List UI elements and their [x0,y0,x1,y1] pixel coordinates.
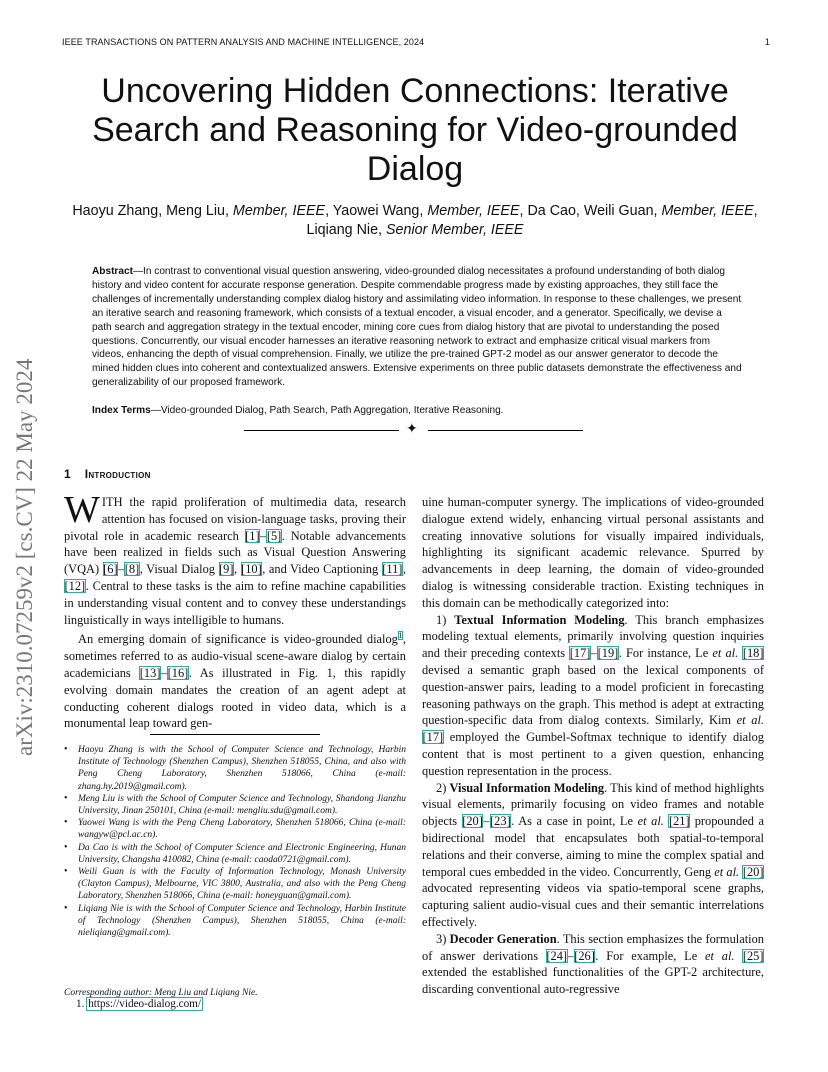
footnote-rule [150,734,320,735]
affiliation-item: • Da Cao is with the School of Computer Science and Electronic Engineering, Hunan University, Changsha 410082, China (e-mail: caoda0721@gmail.com). [78,842,406,866]
left-column [64,489,407,732]
intro-paragraph-1 [64,489,407,628]
citation-link[interactable]: [5] [266,528,282,543]
intro-paragraph-2 [64,628,406,732]
citation-link[interactable]: [26] [574,948,595,963]
citation-link[interactable]: [21] [668,814,690,829]
citation-link[interactable]: [19] [597,646,619,661]
citation-link[interactable]: [23] [490,814,511,829]
author-text: , Liqiang Nie, [306,203,758,238]
text: – [260,528,267,543]
affiliation-item: • Meng Liu is with the School of Computer Science and Technology, Shandong Jianzhu University, Jinan 250101, China (e-mail: mengliu.sdu@gmail.com). [78,793,406,817]
abstract-text: —In contrast to conventional visual question answering, video-grounded dialog necessitates a profound understanding of both dialog history and video content for accurate response generation. Despite commendable progress made by existing approaches, they still face the challenges of incrementally understanding complex dialog history and assimilating video information. In response to these challenges, we present an iterative search and reasoning framework, which consists of a textual encoder, a visual encoder, and a generator. Specifically, we devise a path search and aggregation strategy in the textual encoder, mining core cues from dialog history that are pivotal to understanding the posed questions. Concurrently, our visual encoder harnesses an iterative reasoning network to extract and emphasize critical visual markers from videos, enhancing the depth of visual comprehension. Finally, we utilize the pre-trained GPT-2 model as our answer generator to decode the mined hidden clues into coherent and contextualized answers. Extensive experiments on three public datasets demonstrate the effectiveness and generalizability of our proposed framework. [92,266,742,389]
item-number: 1) [436,612,455,627]
page-number: 1 [764,37,770,47]
intro-paragraph-3: uine human-computer synergy. The implications of video-grounded dialogue extend widely, enhancing virtual personal assistants and creating innovative solutions for visually impaired individuals, highlighting its significant academic relevance. Spurred by advancements in deep learning, the domain of video-grounded dialog is witnessing considerable traction. Existing techniques in this domain can be methodically categorized into: [422,495,764,610]
text: , [402,562,407,577]
text: . Notable advancements have been realized in fields such as Visual Question Answering (VQA) [64,528,406,577]
citation-link[interactable]: [9] [219,562,234,577]
arxiv-stamp: arXiv:2310.07259v2 [cs.CV] 22 May 2024 [12,358,37,756]
member-grade: Senior Member, IEEE [386,222,524,238]
paper-title: Uncovering Hidden Connections: Iterative Search and Reasoning for Video-grounded Dialog [92,72,738,188]
right-column [422,494,764,998]
video-dialog-link[interactable]: https://video-dialog.com/ [88,998,201,1010]
text: . This kind of method highlights visual elements, primarily focusing on video frames and notable objects [422,780,765,829]
affiliation-item: • Liqiang Nie is with the School of Computer Science and Technology, Harbin Institute of Technology (Shenzhen Campus), Shenzhen 518055, China (e-mail: nieliqiang@gmail.com). [78,903,406,940]
text: , Visual Dialog [139,562,219,577]
footnote-link[interactable]: 1 [398,631,403,641]
et-al: et al. [637,814,664,829]
text: , and Video Captioning [262,562,382,577]
text: . For example, Le [595,948,706,963]
text: extended the established functionalities of the GPT-2 architecture, discarding conventional auto-regressive [422,965,764,997]
text: , sometimes referred to as audio-visual scene-aware dialog by certain academicians [64,632,406,681]
item-number: 2) [436,780,450,795]
item-heading: Decoder Generation [449,931,557,946]
footnote-number: 1. [76,998,85,1010]
item-heading: Textual Information Modeling [454,612,625,627]
citation-link[interactable]: [13] [139,666,161,681]
index-terms [92,405,743,416]
affiliation-item: • Haoyu Zhang is with the School of Computer Science and Technology, Harbin Institute of Technology (Shenzhen Campus), Shenzhen 518055, China, and also with Peng Cheng Laboratory, Shenzhen 518066, China (e-mail: zhang.hy.2019@gmail.com). [78,744,406,793]
citation-link[interactable]: [20] [742,864,764,879]
et-al: et al. [712,646,739,661]
citation-link[interactable]: [11] [382,562,403,577]
text: devised a semantic graph based on the lexical components of question-answer pairs, leading to a model proficient in forecasting reasoning pathways on the graph. This method is adept at extracting question-specific data from dialog contexts. Similarly, Kim [422,662,764,728]
section-title: Introduction [84,467,151,481]
text: . For instance, Le [618,646,713,661]
citation-link[interactable]: [12] [64,578,86,593]
category-item-3 [422,931,764,998]
item-number: 3) [436,931,450,946]
section-number: 1 [64,467,71,481]
section-divider [244,424,584,436]
citation-link[interactable]: [1] [245,528,260,543]
author-list [70,202,760,240]
text: employed the Gumbel-Softmax technique to identify dialog content that is most pertinent to a given question, enhancing question representation in the process. [422,730,764,778]
section-heading [64,467,151,481]
citation-link[interactable]: [17] [569,646,591,661]
category-item-1 [422,612,764,780]
citation-link[interactable]: [10] [241,562,262,577]
author-text: , Da Cao, Weili Guan, [519,203,662,219]
text: . This branch emphasizes modeling textual elements, primarily involving question inquiries and their preceding contexts [422,612,764,661]
text: An emerging domain of significance is video-grounded dialog [78,632,398,647]
citation-link[interactable]: [25] [742,948,764,963]
text: – [160,666,168,681]
affiliation-item: • Yaowei Wang is with the Peng Cheng Laboratory, Shenzhen 518066, China (e-mail: wangyw@pcl.ac.cn). [78,817,406,841]
item-heading: Visual Information Modeling [449,780,605,795]
category-item-2 [422,780,764,931]
corresponding-author: Corresponding author: Meng Liu and Liqiang Nie. [64,988,258,998]
citation-link[interactable]: [20] [462,814,483,829]
citation-link[interactable]: [6] [103,562,118,577]
citation-link[interactable]: [8] [124,562,140,577]
et-al: et al. [705,948,735,963]
citation-link[interactable]: [24] [546,948,568,963]
member-grade: Member, IEEE [232,203,326,219]
member-grade: Member, IEEE [427,203,520,219]
text: – [483,814,490,829]
affiliations [64,744,406,939]
abstract-label: Abstract [92,266,133,277]
text: – [590,646,598,661]
text: propounded a bidirectional model that encapsulates both spatial-to-temporal relations and their converse, aiming to mine the complex spatial and temporal cues embedded in the video. Concurrently, Geng [422,814,764,879]
citation-link[interactable]: [17] [422,730,444,745]
text: the rapid proliferation of multimedia data, research attention has focused on vision-language tasks, proving their pivotal role in academic research [64,495,406,543]
citation-link[interactable]: [16] [167,666,189,681]
text: – [118,562,125,577]
journal-name: IEEE TRANSACTIONS ON PATTERN ANALYSIS AND MACHINE INTELLIGENCE, 2024 [62,37,425,47]
running-header [62,37,770,47]
member-grade: Member, IEEE [661,203,754,219]
text: , [233,562,241,577]
text: . As illustrated in Fig. 1, this rapidly evolving domain mandates the creation of an agent adept at conducting coherent dialogs rooted in video data, which is a monumental leap toward gen- [64,666,406,731]
author-text: , Yaowei Wang, [325,203,428,219]
et-al: et al. [736,713,764,728]
footnote-1 [76,998,202,1010]
text: – [567,948,574,963]
text: . This section emphasizes the formulation of answer derivations [422,931,764,963]
drop-cap: W [64,489,100,531]
index-terms-label: Index Terms [92,405,151,416]
text: . Central to these tasks is the aim to refine machine capabilities in understanding visual content and to convey these understandings linguistically in ways intelligible to humans. [64,578,406,627]
text: advocated representing videos via spatio-temporal scene graphs, capturing salient audio-visual cues and their semantic interrelations effectively. [422,881,764,929]
lead-word: ITH [101,495,123,509]
author-text: Haoyu Zhang, Meng Liu, [72,203,233,219]
index-terms-text: —Video-grounded Dialog, Path Search, Path Aggregation, Iterative Reasoning. [150,405,504,416]
et-al: et al. [714,864,740,879]
abstract [92,265,743,390]
citation-link[interactable]: [18] [742,646,764,661]
divider-star-icon: ✦ [406,422,418,437]
affiliation-item: • Weili Guan is with the Faculty of Information Technology, Monash University (Clayton Campus), Melbourne, VIC 3800, Australia, and also with the Peng Cheng Laboratory, Shenzhen 518066, China (e-mail: honeyguan@gmail.com). [78,866,406,903]
text: . As a case in point, Le [511,814,638,829]
